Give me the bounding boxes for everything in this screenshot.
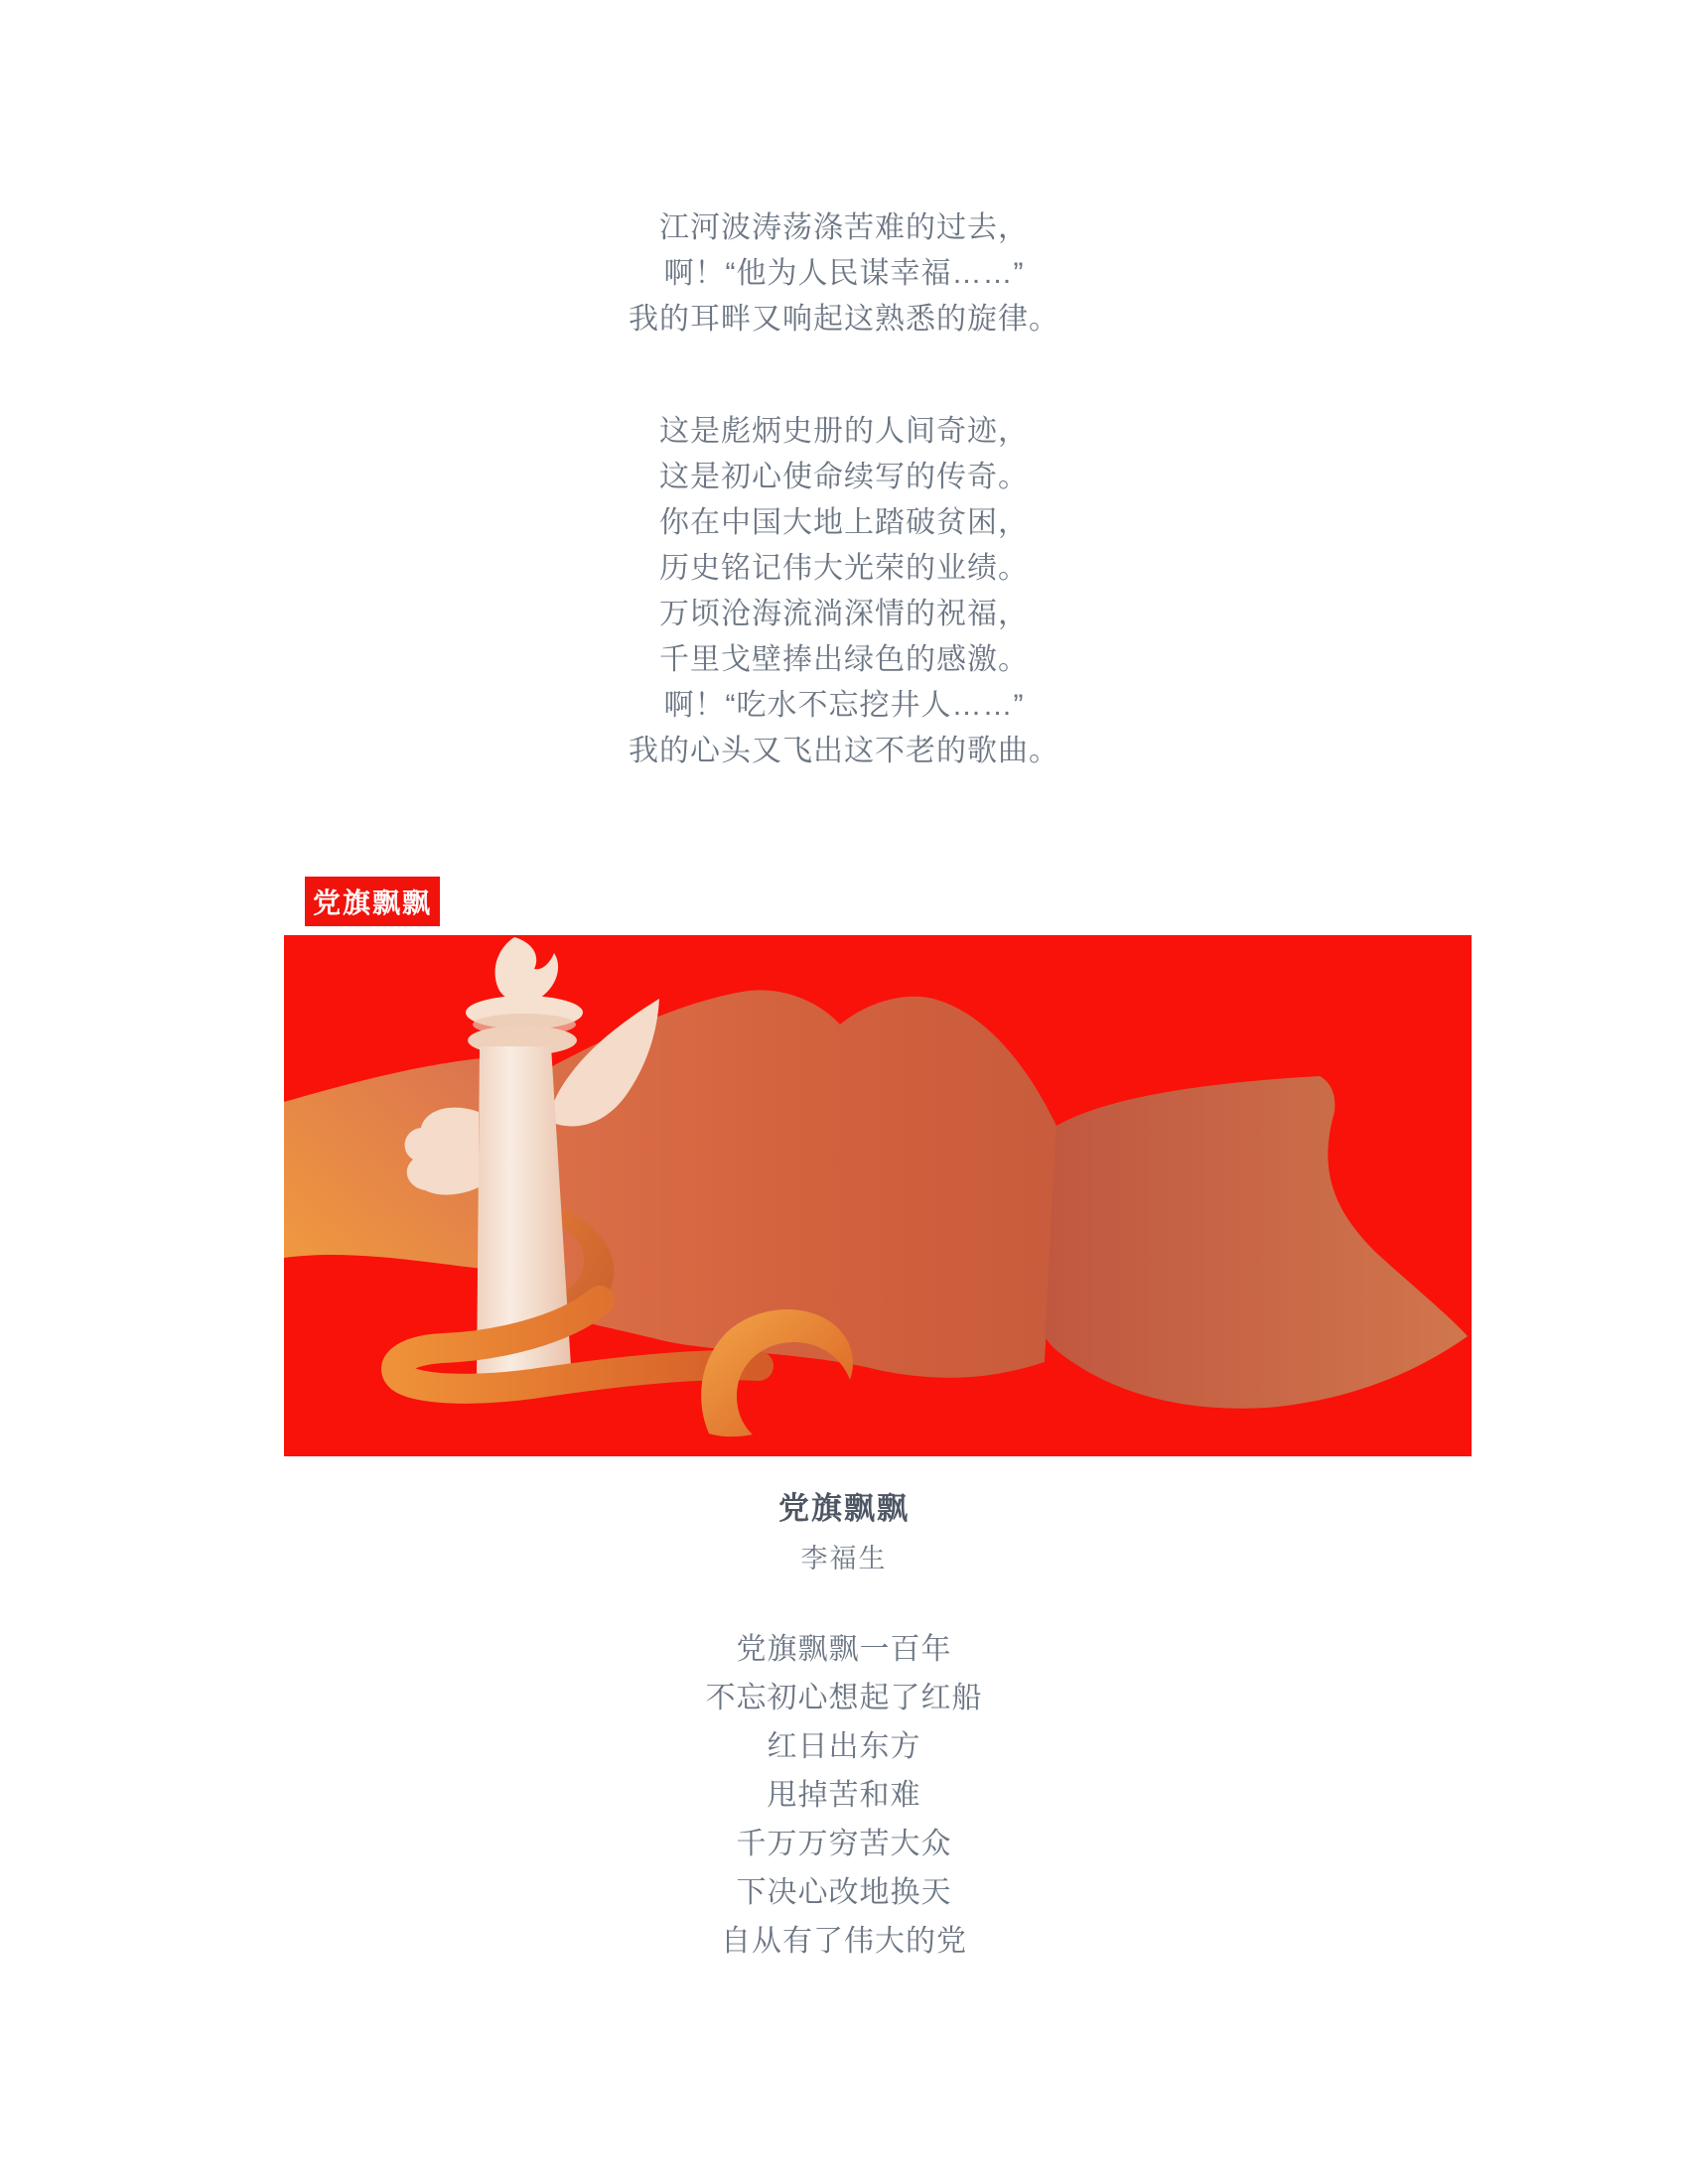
poem-line: 不忘初心想起了红船 xyxy=(705,1682,983,1714)
poem-line: 万顷沧海流淌深情的祝福， xyxy=(659,598,1029,630)
poem-line: 千里戈壁捧出绿色的感激。 xyxy=(659,643,1029,676)
poem-line: 啊！“吃水不忘挖井人……” xyxy=(663,689,1025,722)
poem-line: 红日出东方 xyxy=(767,1730,921,1763)
poem-section-top xyxy=(0,205,1688,342)
banner-illustration xyxy=(284,935,1472,1456)
poem-line: 甩掉苦和难 xyxy=(767,1779,921,1812)
poem-section-top-2 xyxy=(0,409,1688,774)
poem-line: 自从有了伟大的党 xyxy=(721,1925,967,1958)
flag-pillar-graphic xyxy=(284,935,1472,1456)
poem-line: 我的心头又飞出这不老的歌曲。 xyxy=(629,735,1059,767)
poem-line: 啊！“他为人民谋幸福……” xyxy=(663,257,1025,290)
section-label-text: 党旗飘飘 xyxy=(312,887,432,918)
poem-line: 这是彪炳史册的人间奇迹， xyxy=(659,415,1029,448)
poem-line: 江河波涛荡涤苦难的过去， xyxy=(659,211,1029,244)
poem-title: 党旗飘飘 xyxy=(778,1491,910,1526)
poem-line: 这是初心使命续写的传奇。 xyxy=(659,461,1029,493)
poem-author: 李福生 xyxy=(800,1544,888,1573)
poem-line: 我的耳畔又响起这熟悉的旋律。 xyxy=(629,303,1059,336)
poem-line: 党旗飘飘一百年 xyxy=(736,1633,952,1666)
poem-line: 你在中国大地上踏破贫困， xyxy=(659,506,1029,539)
section-label-badge xyxy=(305,877,440,926)
poem-section-bottom xyxy=(0,1625,1688,1966)
poem-line: 下决心改地换天 xyxy=(736,1876,952,1909)
poem-line: 历史铭记伟大光荣的业绩。 xyxy=(659,552,1029,585)
poem-line: 千万万穷苦大众 xyxy=(736,1828,952,1860)
